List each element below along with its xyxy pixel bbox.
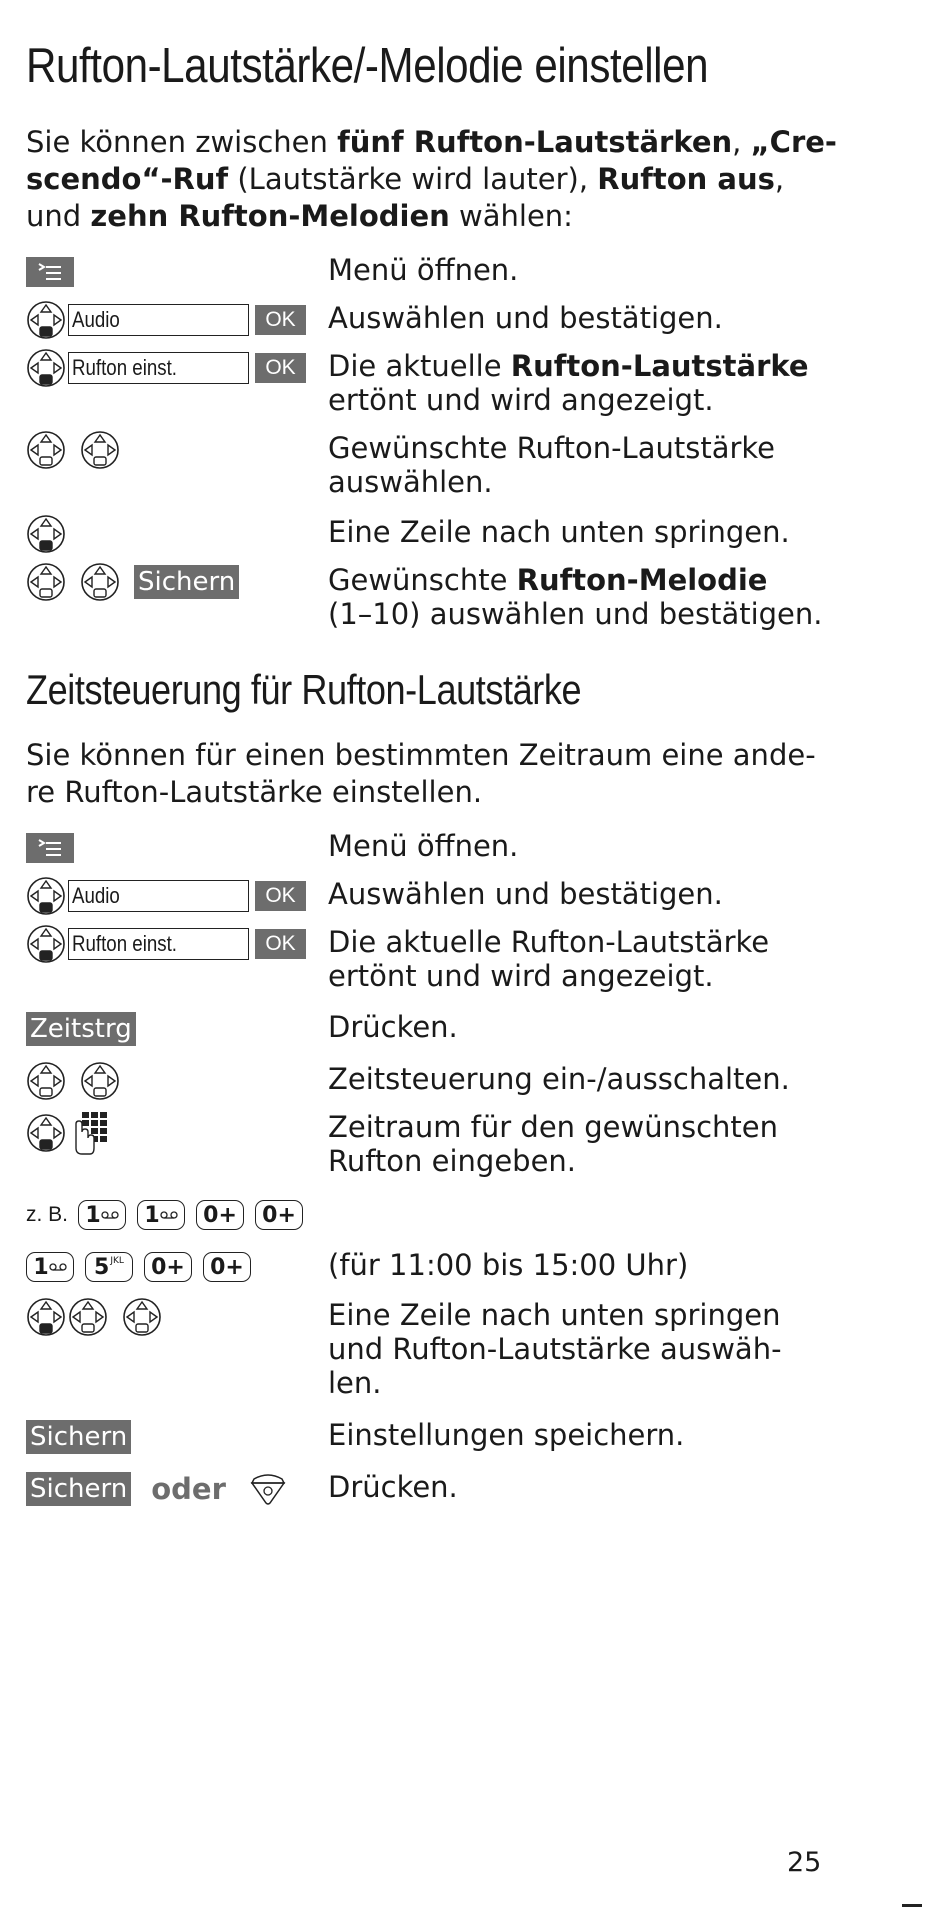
oder-label: oder	[151, 1472, 226, 1506]
menu-icon[interactable]	[26, 257, 74, 287]
ok-softkey[interactable]: OK	[255, 881, 306, 911]
control-key-icon[interactable]	[26, 924, 66, 964]
desc-bold: Rufton-Melodie	[516, 563, 768, 597]
step-row	[26, 1110, 866, 1182]
step-description	[328, 431, 775, 499]
example-prefix: z. B.	[26, 1203, 69, 1226]
step-description	[328, 1298, 782, 1400]
desc-text: Die aktuelle Rufton-Lautstärke	[328, 925, 770, 959]
step-description: Einstellungen speichern.	[328, 1418, 685, 1452]
desc-text: Gewünschte Rufton-Lautstärke	[328, 431, 775, 465]
control-key-icon[interactable]	[26, 876, 66, 916]
step-row	[26, 1298, 866, 1404]
ok-softkey[interactable]: OK	[255, 353, 306, 383]
control-key-icon[interactable]	[26, 430, 66, 470]
voicemail-icon	[160, 1210, 178, 1220]
intro-text: wählen:	[449, 199, 573, 233]
step-description: Drücken.	[328, 1010, 458, 1044]
intro-text: und	[26, 199, 91, 233]
step-description: Zeitsteuerung ein-/ausschalten.	[328, 1062, 790, 1096]
step-description: Menü öffnen.	[328, 829, 519, 863]
intro-bold: Rufton aus	[597, 162, 775, 196]
digit-key-1[interactable]	[78, 1200, 126, 1230]
step-row	[26, 431, 866, 503]
step-row	[26, 1248, 866, 1288]
digit-label: 1	[85, 1202, 101, 1228]
step-row	[26, 515, 866, 555]
step-description: Menü öffnen.	[328, 253, 519, 287]
intro-bold: „Cre-	[750, 125, 837, 159]
control-key-down-icon[interactable]	[26, 514, 66, 554]
control-key-icon[interactable]	[80, 1061, 120, 1101]
digit-label: 1	[144, 1202, 160, 1228]
intro-text: (Lautstärke wird lauter),	[228, 162, 598, 196]
page-number: 25	[787, 1847, 822, 1878]
ok-softkey[interactable]: OK	[255, 929, 306, 959]
step-row	[26, 1010, 866, 1050]
step-row	[26, 925, 866, 997]
section-intro-rufton	[26, 124, 846, 235]
step-row	[26, 829, 866, 869]
desc-text: auswählen.	[328, 465, 493, 499]
intro-bold: fünf Rufton-Lautstärken	[337, 125, 733, 159]
control-key-icon[interactable]	[26, 348, 66, 388]
desc-text: Zeitraum für den gewünschten	[328, 1110, 779, 1144]
section-intro-zeitsteuerung	[26, 737, 846, 811]
display-field	[68, 880, 249, 912]
control-key-down-icon[interactable]	[26, 1297, 66, 1337]
step-row	[26, 1062, 866, 1102]
control-key-icon[interactable]	[80, 430, 120, 470]
step-description: Auswählen und bestätigen.	[328, 301, 723, 335]
display-field	[68, 304, 249, 336]
digit-key-1[interactable]	[137, 1200, 185, 1230]
step-row	[26, 563, 866, 635]
control-key-icon[interactable]	[26, 300, 66, 340]
step-description	[328, 349, 809, 417]
intro-text: re Rufton-Lautstärke einstellen.	[26, 775, 483, 809]
digit-key-5[interactable]	[85, 1252, 133, 1282]
sichern-softkey[interactable]: Sichern	[26, 1472, 131, 1506]
control-key-icon[interactable]	[122, 1297, 162, 1337]
voicemail-icon	[101, 1210, 119, 1220]
control-key-icon[interactable]	[26, 562, 66, 602]
intro-bold: scendo“-Ruf	[26, 162, 229, 196]
display-field	[68, 352, 249, 384]
desc-text: Rufton eingeben.	[328, 1144, 577, 1178]
step-row	[26, 1418, 866, 1458]
section-title-zeitsteuerung: Zeitsteuerung für Rufton-Lautstärke	[26, 666, 582, 713]
desc-bold: Rufton-Lautstärke	[510, 349, 809, 383]
digit-key-0[interactable]: 0+	[255, 1200, 303, 1230]
end-call-icon[interactable]	[248, 1471, 288, 1507]
step-description: Eine Zeile nach unten springen.	[328, 515, 790, 549]
desc-text: Eine Zeile nach unten springen	[328, 1298, 781, 1332]
keypad-icon[interactable]	[68, 1110, 112, 1156]
digit-label: 1	[33, 1254, 49, 1280]
control-key-icon[interactable]	[26, 1061, 66, 1101]
digit-letters: JKL	[110, 1256, 124, 1266]
display-text: Rufton einst.	[72, 355, 177, 380]
display-text: Audio	[72, 307, 120, 332]
step-row	[26, 1470, 866, 1510]
voicemail-icon	[49, 1262, 67, 1272]
desc-text: (1–10) auswählen und bestätigen.	[328, 597, 823, 631]
zeitstrg-softkey[interactable]: Zeitstrg	[26, 1012, 136, 1046]
digit-key-0[interactable]: 0+	[196, 1200, 244, 1230]
step-description: (für 11:00 bis 15:00 Uhr)	[328, 1248, 689, 1282]
desc-text: ertönt und wird angezeigt.	[328, 959, 714, 993]
desc-text: und Rufton-Lautstärke auswäh-	[328, 1332, 782, 1366]
section-title-rufton: Rufton-Lautstärke/-Melodie einstellen	[26, 39, 709, 93]
step-description: Auswählen und bestätigen.	[328, 877, 723, 911]
digit-key-1[interactable]	[26, 1252, 74, 1282]
sichern-softkey[interactable]: Sichern	[134, 565, 239, 599]
step-row	[26, 301, 866, 341]
intro-bold: zehn Rufton-Melodien	[90, 199, 450, 233]
step-description	[328, 1110, 778, 1178]
display-text: Rufton einst.	[72, 931, 177, 956]
intro-text: ,	[774, 162, 785, 196]
desc-text: Die aktuelle	[328, 349, 511, 383]
step-description	[328, 925, 769, 993]
step-description: Drücken.	[328, 1470, 458, 1504]
digit-label: 5	[94, 1254, 110, 1280]
example-row	[26, 1196, 866, 1236]
display-text: Audio	[72, 883, 120, 908]
menu-icon[interactable]	[26, 833, 74, 863]
control-key-icon[interactable]	[80, 562, 120, 602]
sichern-softkey[interactable]: Sichern	[26, 1420, 131, 1454]
digit-key-0[interactable]: 0+	[144, 1252, 192, 1282]
desc-text: ertönt und wird angezeigt.	[328, 383, 714, 417]
step-row	[26, 253, 866, 293]
intro-text: Sie können für einen bestimmten Zeitraum eine ande-	[26, 738, 816, 772]
step-row	[26, 877, 866, 917]
step-row	[26, 349, 866, 421]
control-key-icon[interactable]	[68, 1297, 108, 1337]
display-field	[68, 928, 249, 960]
desc-text: len.	[328, 1366, 382, 1400]
control-key-icon[interactable]	[26, 1113, 66, 1153]
step-description	[328, 563, 823, 631]
intro-text: ,	[732, 125, 751, 159]
digit-key-0[interactable]: 0+	[203, 1252, 251, 1282]
desc-text: Gewünschte	[328, 563, 517, 597]
page-edge-mark	[902, 1904, 922, 1907]
intro-text: Sie können zwischen	[26, 125, 338, 159]
ok-softkey[interactable]: OK	[255, 305, 306, 335]
